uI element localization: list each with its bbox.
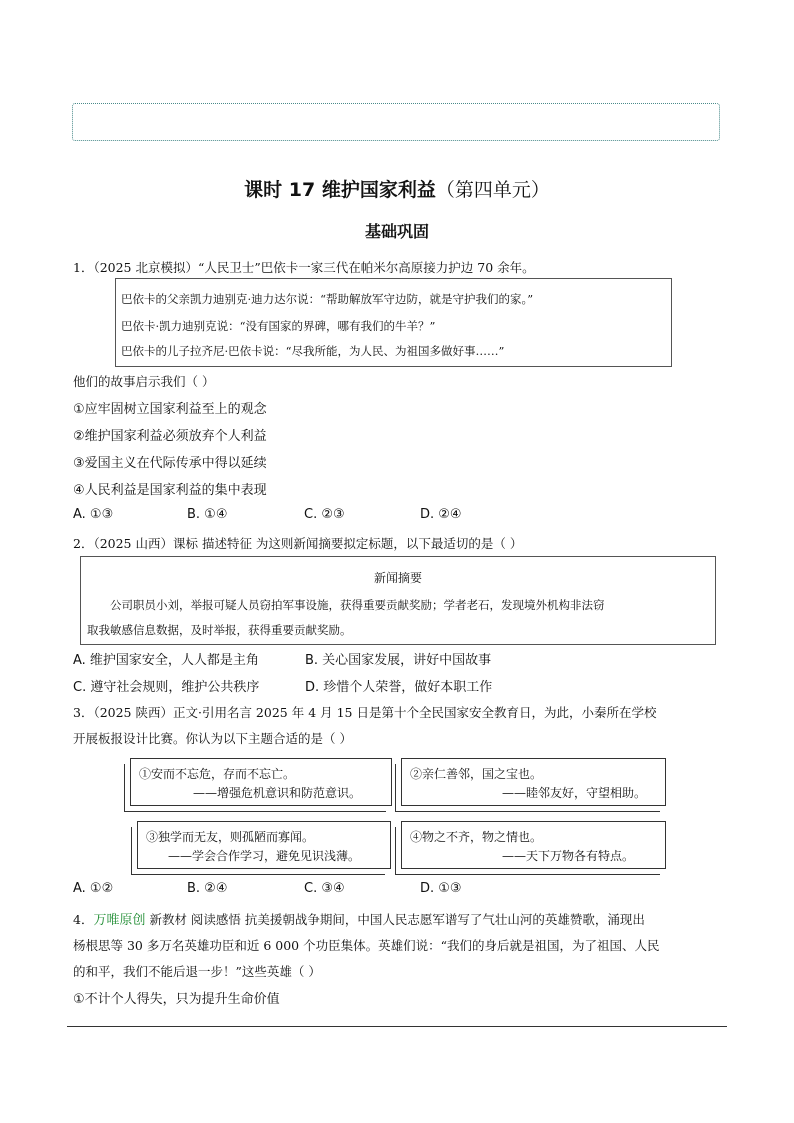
q1-item-2: ②维护国家利益必须放弃个人利益 (73, 429, 267, 444)
q3-options (73, 881, 462, 896)
q3-card-3-quote: ③独学而无友，则孤陋而寡闻。 (146, 830, 315, 844)
q4-stem-text: 新教材 阅读感悟 抗美援朝战争期间，中国人民志愿军谱写了气壮山河的英雄赞歌，涌现出 (145, 912, 645, 927)
q3-card-2-quote: ②亲仁善邻，国之宝也。 (410, 767, 543, 781)
q1-options (73, 507, 462, 522)
q3-card-1-meaning: ——增强危机意识和防范意识。 (193, 786, 362, 800)
q4-tag: 万唯原创 (93, 913, 146, 928)
q1-option-c[interactable]: C. ②③ (304, 507, 345, 522)
q3-option-d[interactable]: D. ①③ (420, 881, 462, 896)
q3-card-4-meaning: ——天下万物各有特点。 (502, 849, 635, 863)
q3-stem-line-2: 开展板报设计比赛。你认为以下主题合适的是（ ） (73, 731, 352, 746)
q1-quote-2: 巴依卡·凯力迪别克说：“没有国家的界碑，哪有我们的牛羊？” (121, 319, 436, 333)
q4-stem-line-3: 的和平，我们不能后退一步！”这些英雄（ ） (73, 964, 321, 979)
title-main: 课时 17 维护国家利益 (244, 179, 436, 201)
q1-stem: 1．（2025 北京模拟）“人民卫士”巴依卡一家三代在帕米尔高原接力护边 70 余年。 (73, 260, 535, 275)
q2-option-c[interactable]: C. 遵守社会规则，维护公共秩序 (73, 680, 260, 695)
q3-option-a[interactable]: A. ①② (73, 881, 114, 896)
q1-quote-box (115, 278, 672, 367)
q2-options-row-1 (73, 649, 491, 668)
q4-stem-line-1 (73, 909, 645, 928)
q2-option-a[interactable]: A. 维护国家安全，人人都是主角 (73, 653, 259, 668)
page-title (0, 175, 794, 202)
q3-stem-line-1: 3．（2025 陕西）正文·引用名言 2025 年 4 月 15 日是第十个全民国家安全教育日，为此，小秦所在学校 (73, 705, 657, 720)
q3-card-3 (137, 821, 391, 869)
q4-number: 4． (73, 912, 94, 927)
q4-stem-line-2: 杨根思等 30 多万名英雄功臣和近 6 000 个功臣集体。英雄们说：“我们的身后就是祖国，为了祖国、人民 (73, 938, 660, 953)
q1-item-3: ③爱国主义在代际传承中得以延续 (73, 456, 267, 471)
q2-option-b[interactable]: B. 关心国家发展，讲好中国故事 (305, 653, 492, 668)
q1-item-1: ①应牢固树立国家利益至上的观念 (73, 402, 267, 417)
q2-news-line-2: 取我敏感信息数据，及时举报，获得重要贡献奖励。 (87, 623, 352, 637)
q2-news-heading: 新闻摘要 (373, 571, 422, 585)
q3-card-3-meaning: ——学会合作学习，避免见识浅薄。 (168, 849, 361, 863)
header-dotted-box (72, 103, 720, 141)
q3-card-2 (401, 758, 666, 806)
q1-option-b[interactable]: B. ①④ (187, 507, 228, 522)
q1-option-a[interactable]: A. ①③ (73, 507, 114, 522)
q3-card-4-quote: ④物之不齐，物之情也。 (410, 830, 543, 844)
title-unit: （第四单元） (435, 179, 550, 201)
q2-option-d[interactable]: D. 珍惜个人荣誉，做好本职工作 (305, 680, 493, 695)
q2-news-box (80, 556, 716, 645)
q3-card-1-quote: ①安而不忘危，存而不忘亡。 (139, 767, 296, 781)
q1-option-d[interactable]: D. ②④ (420, 507, 462, 522)
q2-news-line-1: 公司职员小刘，举报可疑人员窃拍军事设施，获得重要贡献奖励；学者老石，发现境外机构非法窃 (110, 598, 605, 612)
q3-option-b[interactable]: B. ②④ (187, 881, 228, 896)
q1-quote-1: 巴依卡的父亲凯力迪别克·迪力达尔说：“帮助解放军守边防，就是守护我们的家。” (121, 292, 534, 306)
q1-item-4: ④人民利益是国家利益的集中表现 (73, 483, 267, 498)
q3-card-2-meaning: ——睦邻友好，守望相助。 (502, 786, 647, 800)
q4-item-1: ①不计个人得失，只为提升生命价值 (73, 992, 280, 1007)
q1-quote-3: 巴依卡的儿子拉齐尼·巴依卡说：“尽我所能，为人民、为祖国多做好事……” (121, 344, 505, 358)
q3-option-c[interactable]: C. ③④ (304, 881, 345, 896)
q3-card-4 (401, 821, 666, 869)
q3-card-1 (130, 758, 392, 806)
q2-options-row-2 (73, 676, 492, 695)
section-heading: 基础巩固 (364, 222, 429, 241)
q1-prompt: 他们的故事启示我们（ ） (73, 374, 215, 389)
footer-divider (67, 1026, 727, 1027)
q2-stem: 2．（2025 山西）课标 描述特征 为这则新闻摘要拟定标题，以下最适切的是（ ） (73, 536, 523, 551)
